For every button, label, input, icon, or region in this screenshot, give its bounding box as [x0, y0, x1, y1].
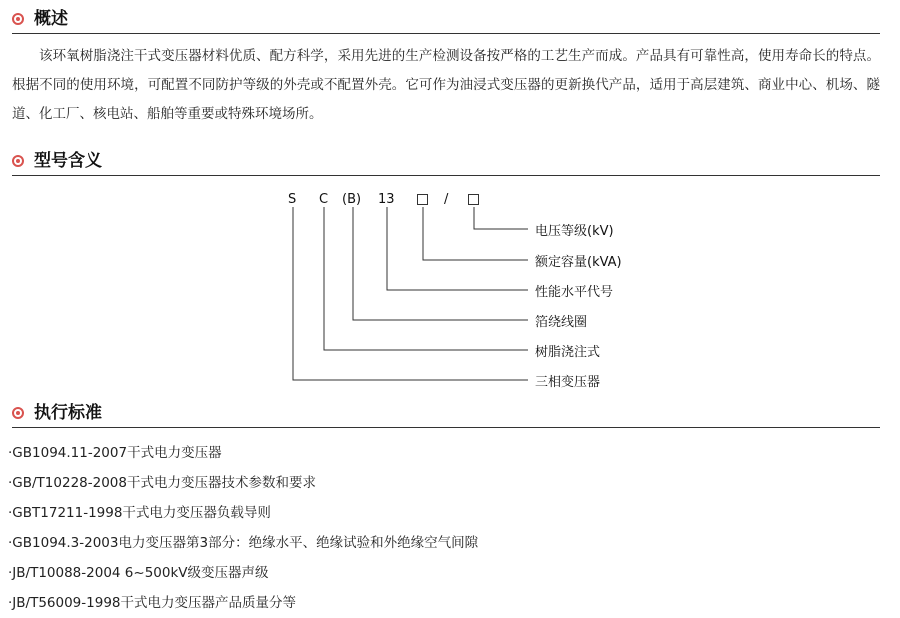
connector-voltage	[474, 207, 528, 229]
meaning-capacity: 额定容量(kVA)	[535, 255, 622, 270]
connector-resin	[324, 207, 528, 350]
meaning-performance: 性能水平代号	[535, 285, 614, 300]
code-capacity-box	[417, 194, 428, 205]
list-item: ·JB/T56009-1998干式电力变压器产品质量分等	[8, 595, 297, 611]
overview-text: 该环氧树脂浇注干式变压器材料优质、配方科学，采用先进的生产检测设备按严格的工艺生产而成。产品具有可靠性高，使用寿命长的特点。根据不同的使用环境，可配置不同防护等级的外壳或不配置外壳。它可作为油浸式变压器的更新换代产品，适用于高层建筑、商业中心、机场、隧道、化工厂、核电站、船舶等重要或特殊环境场所。	[12, 48, 880, 122]
connector-foil	[353, 207, 528, 320]
list-item: ·GB1094.3-2003电力变压器第3部分：绝缘水平、绝缘试验和外绝缘空气间隙	[8, 535, 479, 551]
code-voltage-box	[468, 194, 479, 205]
list-item: ·JB/T10088-2004 6~500kV级变压器声级	[8, 565, 269, 581]
code-s: S	[288, 192, 297, 207]
standards-header	[0, 402, 880, 428]
code-c: C	[319, 192, 329, 207]
overview-title: 概述	[34, 9, 68, 29]
meaning-voltage: 电压等级(kV)	[535, 224, 614, 239]
standards-list	[8, 438, 478, 618]
connector-three-phase	[293, 207, 528, 380]
list-item: ·GBT17211-1998干式电力变压器负载导则	[8, 505, 271, 521]
code-slash: /	[444, 192, 449, 207]
connector-performance	[387, 207, 528, 290]
code-number: 13	[378, 192, 395, 207]
meaning-foil-winding: 箔绕线圈	[535, 315, 588, 330]
meaning-resin-cast: 树脂浇注式	[535, 345, 601, 360]
connector-capacity	[423, 207, 528, 260]
divider	[12, 427, 880, 428]
model-title: 型号含义	[34, 151, 102, 171]
list-item: ·GB1094.11-2007干式电力变压器	[8, 445, 222, 461]
meaning-three-phase: 三相变压器	[535, 375, 601, 390]
standards-title: 执行标准	[34, 403, 102, 423]
code-b: (B)	[342, 192, 362, 207]
list-item: ·GB/T10228-2008干式电力变压器技术参数和要求	[8, 475, 316, 491]
circle-bullet-icon	[12, 407, 24, 419]
